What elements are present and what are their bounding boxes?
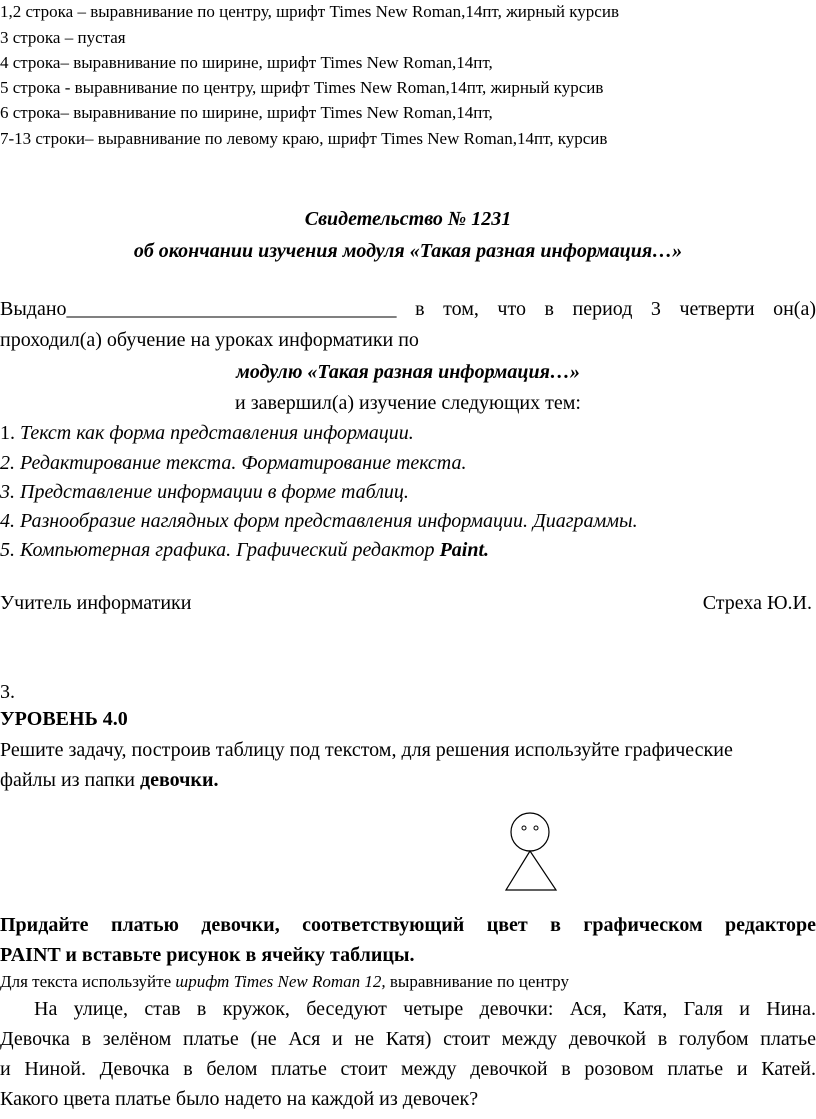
topic-1-text: Текст как форма представления информации. [20,422,414,444]
issued-blank: _________________________________ [66,298,397,320]
instruction-line-6: 7-13 строки– выравнивание по левому краю, шрифт Times New Roman,14пт, курсив [0,129,608,148]
problem-line-4: Какого цвета платье было надето на каждой из девочек? [0,1088,479,1110]
completed-line: и завершил(а) изучение следующих тем: [235,392,581,414]
topic-5-text: 5. Компьютерная графика. Графический редактор [0,539,440,561]
problem-line-3: и Ниной. Девочка в белом платье стоит между девочкой в розовом платье и Катей. [0,1058,816,1080]
training-line: проходил(а) обучение на уроках информатики по [0,329,419,351]
certificate-title: Свидетельство № 1231 [304,208,512,230]
topic-5 [0,539,489,562]
issued-line [0,298,816,321]
task-bold-line-2: PAINT и вставьте рисунок в ячейку таблицы. [0,944,415,966]
teacher-name: Стреха Ю.И. [702,592,812,614]
problem-line-1: На улице, став в кружок, беседуют четыре девочки: Ася, Катя, Галя и Нина. [34,998,816,1020]
task-intro-line-1: Решите задачу, построив таблицу под текстом, для решения используйте графические [0,739,733,761]
topic-4: 4. Разнообразие наглядных форм представления информации. Диаграммы. [0,510,638,532]
topic-1 [0,422,414,445]
task-bold-line-1: Придайте платью девочки, соответствующий цвет в графическом редакторе [0,914,816,936]
topic-5-bold: Paint. [439,539,490,561]
task-number: 3. [0,681,15,703]
task-folder-name: девочки. [140,769,219,791]
task-level: УРОВЕНЬ 4.0 [0,708,128,730]
certificate-subtitle: об окончании изучения модуля «Такая разная информация…» [133,240,683,262]
issued-suffix: в том, что в период 3 четверти он(а) [396,298,816,320]
instruction-line-3: 4 строка– выравнивание по ширине, шрифт Times New Roman,14пт, [0,53,493,72]
topic-2: 2. Редактирование текста. Форматирование текста. [0,452,467,474]
module-line: модулю «Такая разная информация…» [236,361,580,383]
topic-1-number: 1. [0,422,20,444]
instruction-line-5: 6 строка– выравнивание по ширине, шрифт Times New Roman,14пт, [0,103,493,122]
topic-3: 3. Представление информации в форме таблиц. [0,481,409,503]
instruction-line-4: 5 строка - выравнивание по центру, шрифт Times New Roman,14пт, жирный курсив [0,78,604,97]
instruction-line-1: 1,2 строка – выравнивание по центру, шрифт Times New Roman,14пт, жирный курсив [0,2,619,21]
font-note-suffix: выравнивание по центру [385,972,569,991]
task-intro-prefix: файлы из папки [0,769,140,791]
instruction-line-2: 3 строка – пустая [0,28,126,47]
font-note-prefix: Для текста используйте [0,972,176,991]
font-note-italic: шрифт Times New Roman 12, [175,972,386,991]
font-note [0,972,569,992]
teacher-label: Учитель информатики [0,592,192,614]
task-intro-line-2 [0,769,218,792]
girl-figure-icon [500,812,564,892]
problem-line-2: Девочка в зелёном платье (не Ася и не Катя) стоит между девочкой в голубом платье [0,1028,816,1050]
issued-prefix: Выдано [0,298,67,320]
